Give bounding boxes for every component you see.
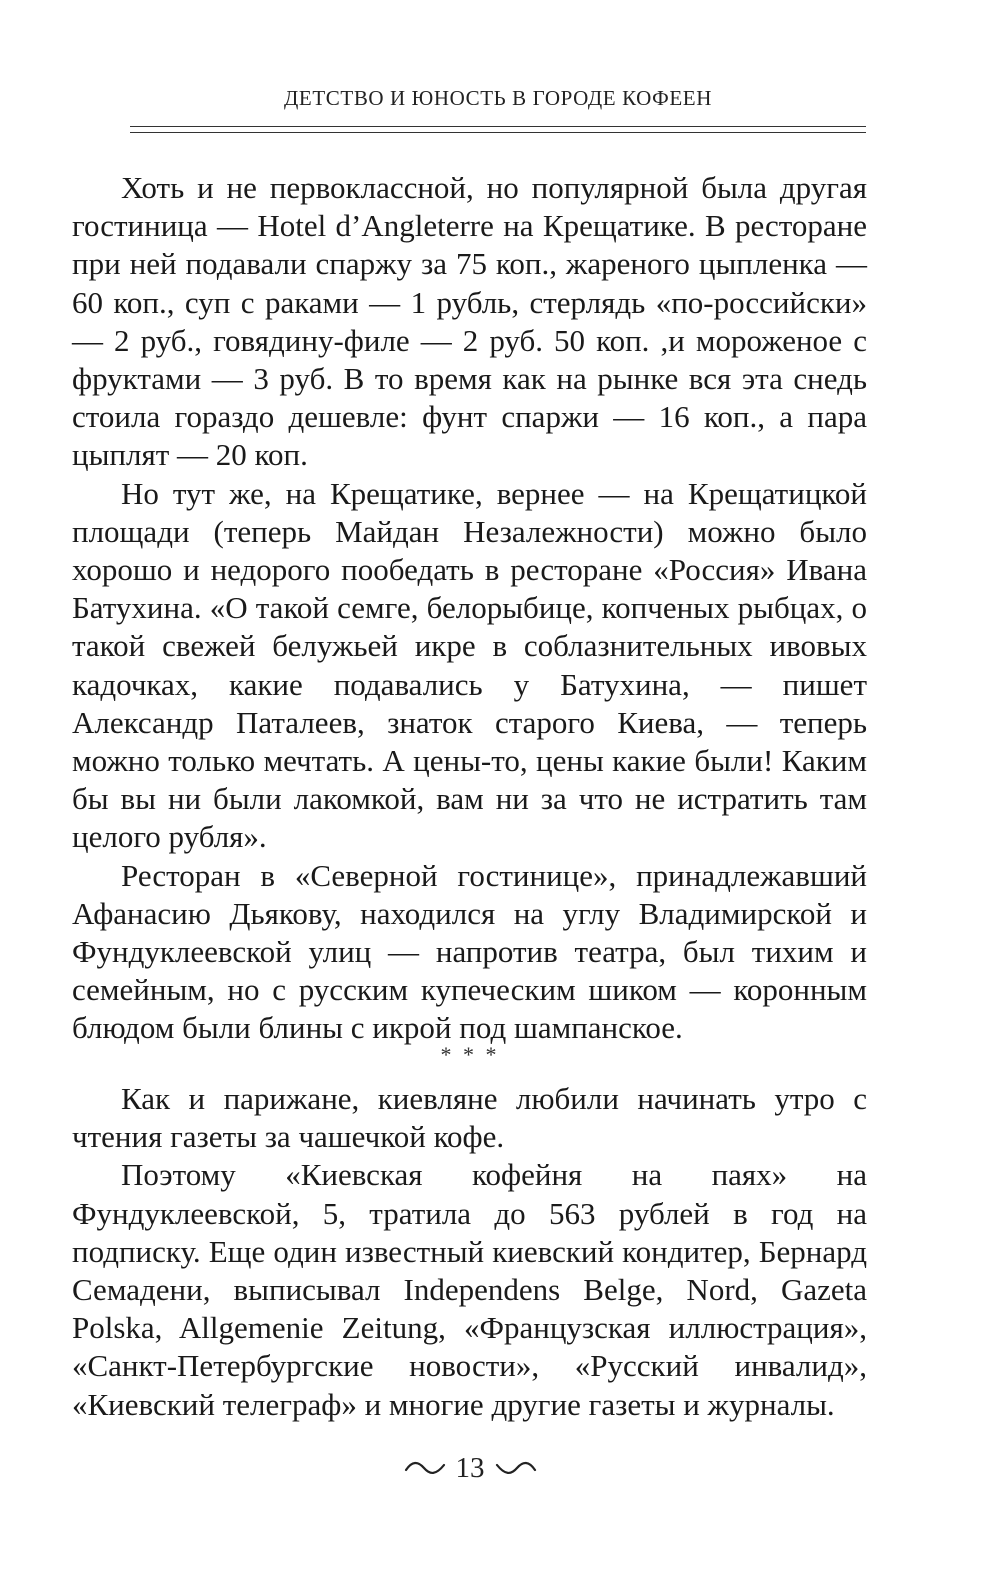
paragraph: Хоть и не первоклассной, но популярной была другая гостиница — Hotel d’Angleterre на Крещатике. В ресторане при ней подавали спаржу за 75 коп., жареного цыпленка — 60 коп., суп с раками — 1 рубль, стерлядь «по-российски» — 2 руб., говядину-филе — 2 руб. 50 коп. ,и мороженое с фруктами — 3 руб. В то время как на рынке вся эта снедь стоила гораздо дешевле: фунт спаржи — 16 коп., а пара цыплят — 20 коп.	[72, 170, 867, 473]
page-number: 13	[455, 1451, 485, 1484]
paragraph: Поэтому «Киевская кофейня на паях» на Фундуклеевской, 5, тратила до 563 рублей в год на подписку. Еще один известный киевский кондитер, Бернард Семадени, выписывал Independens Belge, Nord, Gazeta Polska, Allgemenie Zeitung, «Французская иллюстрация», «Санкт-Петербургские новости», «Русский инвалид», «Киевский телеграф» и многие другие газеты и журналы.	[72, 1157, 867, 1422]
left-ornament-icon	[404, 1459, 446, 1477]
header-rule-bottom	[130, 132, 866, 133]
paragraph: Ресторан в «Северной гостинице», принадлежавший Афанасию Дьякову, находился на углу Владимирской и Фундуклеевской улиц — напротив театра, был тихим и семейным, но с русским купеческим шиком — коронным блюдом были блины с икрой под шампанское.	[72, 857, 867, 1046]
section-separator: * * *	[440, 1042, 500, 1067]
paragraph: Как и парижане, киевляне любили начинать утро с чтения газеты за чашечкой кофе.	[72, 1081, 867, 1155]
body-text-section-2	[72, 1080, 867, 1424]
page-folio	[370, 1448, 570, 1488]
header-rule-top	[130, 126, 866, 127]
paragraph: Но тут же, на Крещатике, вернее — на Крещатицкой площади (теперь Майдан Незалежности) можно было хорошо и недорого пообедать в ресторане «Россия» Ивана Батухина. «О такой семге, белорыбице, копченых рыбцах, о такой свежей белужьей икре в соблазнительных ивовых кадочках, какие подавались у Батухина, — пишет Александр Паталеев, знаток старого Киева, — теперь можно только мечтать. А цены-то, цены какие были! Каким бы вы ни были лакомкой, вам ни за что не истратить там целого рубля».	[72, 475, 867, 855]
right-ornament-icon	[495, 1459, 537, 1477]
running-header: ДЕТСТВО И ЮНОСТЬ В ГОРОДЕ КОФЕЕН	[284, 86, 712, 110]
body-text-section-1	[72, 169, 867, 1048]
